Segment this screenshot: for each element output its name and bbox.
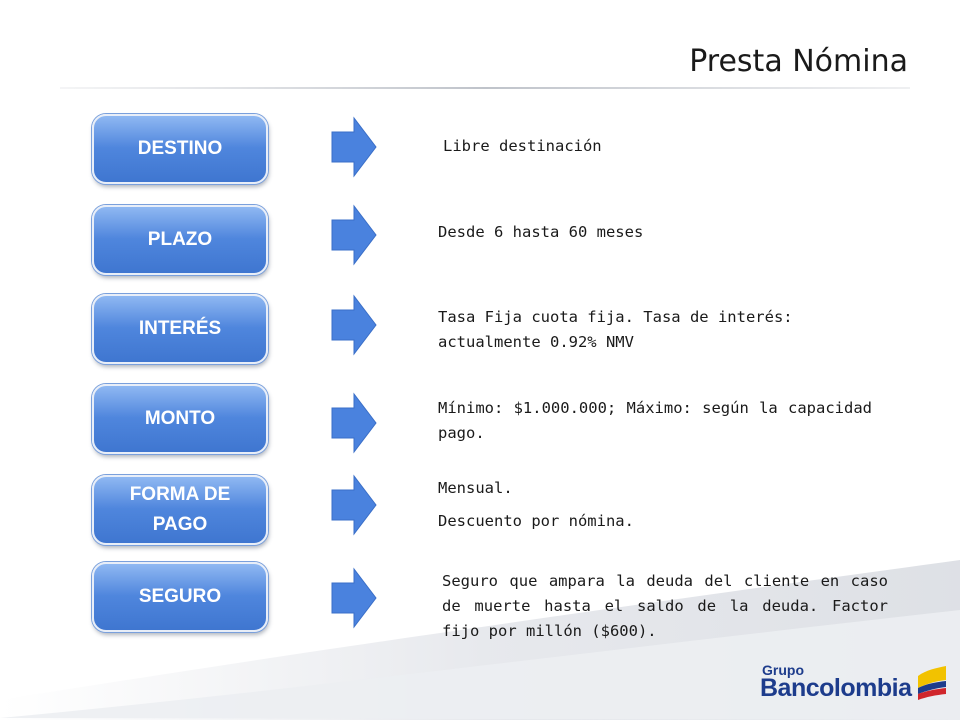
desc-plazo-text: Desde 6 hasta 60 meses [438,223,644,241]
arrow-right-icon [330,474,378,536]
label-monto-text: MONTO [144,408,216,429]
label-interes [92,294,268,364]
logo-grupo-text: Grupo [762,662,804,678]
desc-forma-de-pago-1-text: Mensual. [438,479,513,497]
desc-monto [438,396,872,446]
label-destino [92,114,268,184]
desc-destino-text: Libre destinación [443,137,602,155]
desc-forma-de-pago-1 [438,476,872,501]
label-interes-text: INTERÉS [138,318,222,339]
label-forma-de-pago-line2: PAGO [152,514,208,535]
title-divider [60,86,910,90]
label-destino-text: DESTINO [137,138,223,159]
desc-destino [443,134,877,159]
arrow-right-icon [330,204,378,266]
label-monto [92,384,268,454]
label-forma-de-pago-line1: FORMA DE [129,484,231,505]
arrow-right-icon [330,567,378,629]
slide-title: Presta Nómina [689,44,908,79]
label-plazo [92,205,268,275]
label-forma-de-pago [92,475,268,545]
desc-plazo [438,220,872,245]
arrow-right-icon [330,116,378,178]
bancolombia-logo [760,662,950,712]
desc-forma-de-pago-2-text: Descuento por nómina. [438,512,634,530]
bancolombia-flag-icon [916,666,948,700]
desc-interes-text: Tasa Fija cuota fija. Tasa de interés: actualmente 0.92% NMV [438,308,793,351]
desc-seguro [442,569,888,644]
label-seguro [92,562,268,632]
desc-seguro-text: Seguro que ampara la deuda del cliente en caso de muerte hasta el saldo de la deuda. Factor fijo por millón ($600). [442,572,888,640]
arrow-right-icon [330,392,378,454]
label-plazo-text: PLAZO [147,229,213,250]
label-seguro-text: SEGURO [138,586,222,607]
arrow-right-icon [330,294,378,356]
desc-monto-text: Mínimo: $1.000.000; Máximo: según la capacidad pago. [438,399,872,442]
logo-bancolombia-text: Bancolombia [760,674,912,702]
desc-forma-de-pago-2 [438,509,872,534]
desc-interes [438,305,798,355]
